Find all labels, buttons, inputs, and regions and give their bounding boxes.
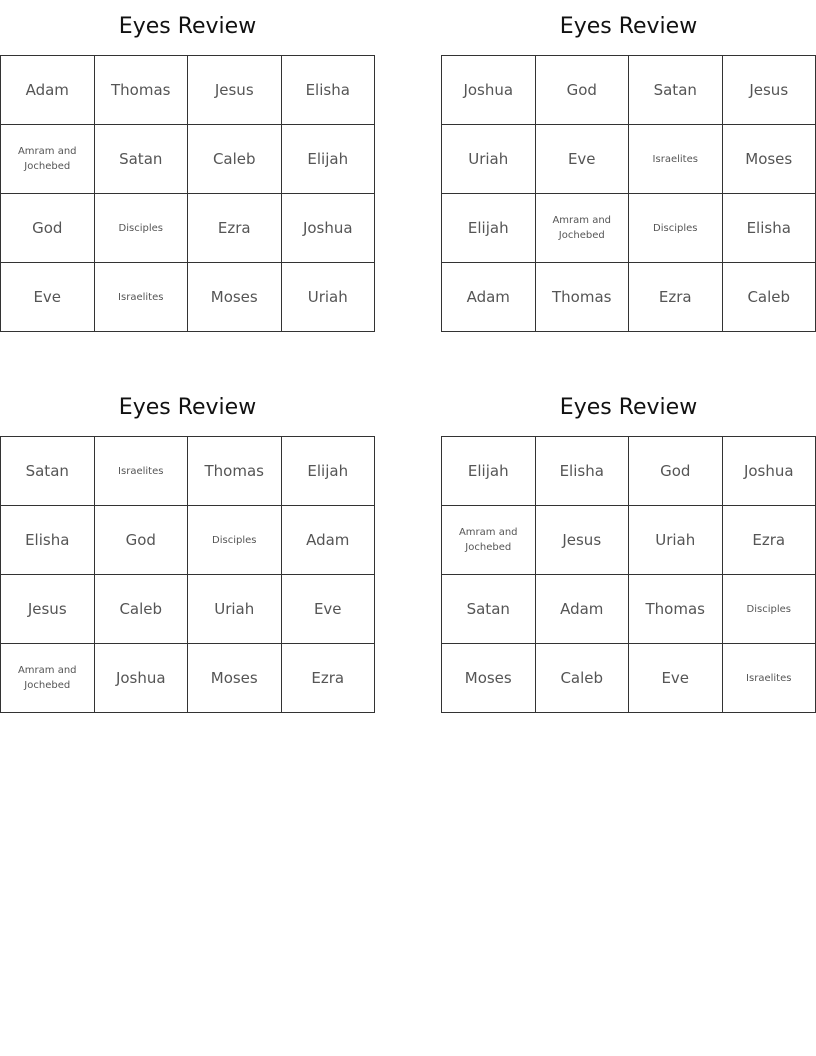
- grid-cell: Thomas: [188, 437, 282, 506]
- grid-cell: Moses: [722, 125, 816, 194]
- grid-cell: Amram and Jochebed: [442, 506, 536, 575]
- grid-cell: Moses: [188, 644, 282, 713]
- grid-row: [442, 263, 816, 332]
- grid-row: [442, 194, 816, 263]
- bingo-grid: [441, 436, 816, 713]
- grid-cell: Eve: [629, 644, 723, 713]
- grid-cell: God: [1, 194, 95, 263]
- grid-cell: Ezra: [188, 194, 282, 263]
- grid-cell: Thomas: [535, 263, 629, 332]
- grid-cell: Elisha: [281, 56, 375, 125]
- grid-cell: Eve: [281, 575, 375, 644]
- grid-cell: Elijah: [442, 437, 536, 506]
- grid-row: [1, 56, 375, 125]
- grid-cell: Satan: [442, 575, 536, 644]
- grid-row: [1, 506, 375, 575]
- grid-cell: Elisha: [1, 506, 95, 575]
- grid-cell: Uriah: [629, 506, 723, 575]
- grid-row: [442, 506, 816, 575]
- grid-cell: Jesus: [722, 56, 816, 125]
- bingo-grid: [441, 55, 816, 332]
- bingo-card: [441, 393, 816, 713]
- grid-cell: Jesus: [1, 575, 95, 644]
- grid-cell: Israelites: [629, 125, 723, 194]
- grid-row: [442, 56, 816, 125]
- grid-cell: Adam: [1, 56, 95, 125]
- bingo-grid: [0, 55, 375, 332]
- grid-cell: Elisha: [535, 437, 629, 506]
- grid-cell: Joshua: [722, 437, 816, 506]
- grid-cell: Israelites: [722, 644, 816, 713]
- grid-cell: Amram and Jochebed: [1, 644, 95, 713]
- grid-cell: Uriah: [188, 575, 282, 644]
- grid-row: [1, 644, 375, 713]
- grid-cell: Joshua: [94, 644, 188, 713]
- grid-cell: Ezra: [281, 644, 375, 713]
- bingo-card: [0, 12, 375, 332]
- grid-row: [442, 437, 816, 506]
- grid-cell: Jesus: [535, 506, 629, 575]
- grid-row: [1, 125, 375, 194]
- grid-cell: Disciples: [722, 575, 816, 644]
- grid-row: [442, 125, 816, 194]
- card-title: Eyes Review: [118, 14, 257, 39]
- grid-cell: Adam: [442, 263, 536, 332]
- grid-cell: Israelites: [94, 437, 188, 506]
- bingo-card: [441, 12, 816, 332]
- grid-cell: Caleb: [188, 125, 282, 194]
- grid-row: [1, 437, 375, 506]
- card-title: Eyes Review: [118, 395, 257, 420]
- grid-cell: Uriah: [281, 263, 375, 332]
- grid-cell: Adam: [535, 575, 629, 644]
- grid-cell: Elijah: [281, 437, 375, 506]
- grid-cell: Eve: [1, 263, 95, 332]
- bingo-grid: [0, 436, 375, 713]
- grid-cell: Disciples: [94, 194, 188, 263]
- grid-cell: Adam: [281, 506, 375, 575]
- grid-row: [442, 644, 816, 713]
- grid-cell: Elijah: [442, 194, 536, 263]
- grid-cell: Jesus: [188, 56, 282, 125]
- grid-cell: God: [94, 506, 188, 575]
- grid-cell: Joshua: [281, 194, 375, 263]
- grid-cell: Caleb: [94, 575, 188, 644]
- grid-cell: Ezra: [722, 506, 816, 575]
- grid-cell: Amram and Jochebed: [1, 125, 95, 194]
- grid-cell: God: [535, 56, 629, 125]
- grid-cell: Elijah: [281, 125, 375, 194]
- grid-cell: Caleb: [722, 263, 816, 332]
- grid-cell: Uriah: [442, 125, 536, 194]
- grid-cell: Satan: [629, 56, 723, 125]
- bingo-card: [0, 393, 375, 713]
- grid-row: [442, 575, 816, 644]
- grid-row: [1, 263, 375, 332]
- grid-cell: Amram and Jochebed: [535, 194, 629, 263]
- grid-cell: Disciples: [188, 506, 282, 575]
- grid-cell: Caleb: [535, 644, 629, 713]
- grid-row: [1, 194, 375, 263]
- grid-cell: Moses: [442, 644, 536, 713]
- grid-cell: Thomas: [94, 56, 188, 125]
- grid-cell: Elisha: [722, 194, 816, 263]
- grid-cell: God: [629, 437, 723, 506]
- grid-cell: Satan: [94, 125, 188, 194]
- grid-row: [1, 575, 375, 644]
- card-title: Eyes Review: [559, 395, 698, 420]
- grid-cell: Thomas: [629, 575, 723, 644]
- grid-cell: Joshua: [442, 56, 536, 125]
- grid-cell: Moses: [188, 263, 282, 332]
- grid-cell: Disciples: [629, 194, 723, 263]
- card-title: Eyes Review: [559, 14, 698, 39]
- grid-cell: Satan: [1, 437, 95, 506]
- grid-cell: Ezra: [629, 263, 723, 332]
- grid-cell: Israelites: [94, 263, 188, 332]
- grid-cell: Eve: [535, 125, 629, 194]
